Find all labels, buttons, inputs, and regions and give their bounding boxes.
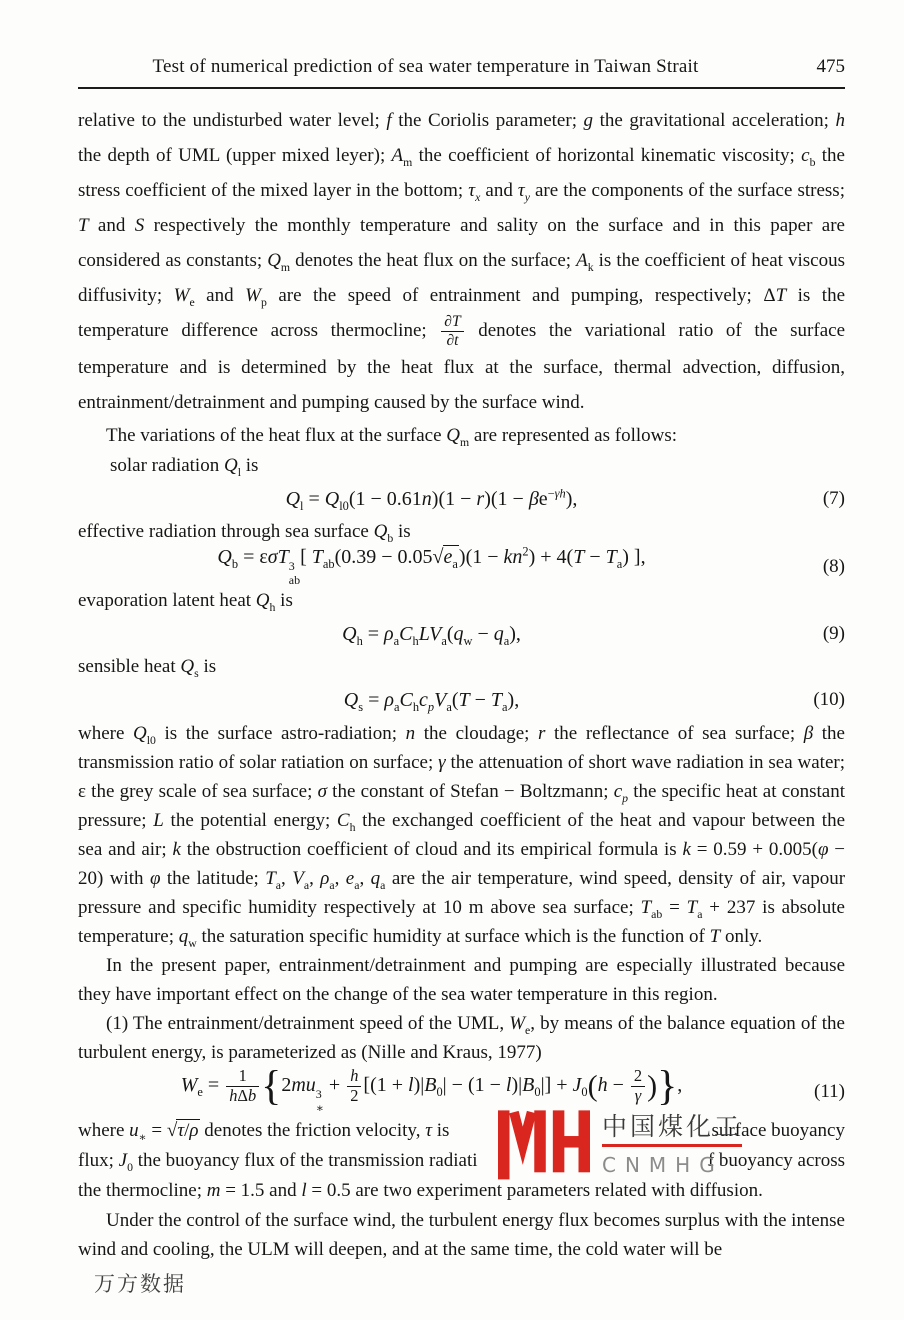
paragraph-friction-velocity <box>78 1111 845 1206</box>
paragraph-heat-flux-intro: The variations of the heat flux at the surface $Q_m$ are represented as follows: <box>106 425 678 449</box>
equation-7-number: (7) <box>822 488 845 510</box>
label-effective-radiation: effective radiation through sea surface $Q_b$ is <box>78 521 411 545</box>
watermark-en-text: CNMHG <box>602 1152 724 1177</box>
watermark-text-block <box>602 1108 742 1180</box>
watermark-overlay <box>498 1108 742 1180</box>
p6-line-c: the thermocline; m = 1.5 and l = 0.5 are two experiment parameters related with diffusion. <box>78 1179 763 1201</box>
equation-10-number: (10) <box>813 689 845 711</box>
p6-line-b-left: flux; $J_0$ the buoyancy flux of the transmission radiati <box>78 1149 478 1174</box>
equation-8 <box>78 546 845 587</box>
equation-11-body: $W_e$ = $\frac{1}{\text{hΔb}}$ {2mu 3 ∗ + $\frac{h}{2}$ $[(1 + l)|B_0| - (1 - l)|B_0|] + J_0(h$ − $\frac{2}{\gamma}$ )}, <box>180 1063 683 1116</box>
paragraph-present-paper: In the present paper, entrainment/detrainment and pumping are especially illustrated because they have important effect on the change of the sea water temperature in this region. <box>78 955 845 1006</box>
label-solar-radiation: solar radiation $Q_l$ is <box>110 455 259 479</box>
equation-7-body: $Q_l = Q_{l0}(1 - 0.61n)(1 - r)(1 - \beta e^{-\gamma h})$, <box>285 485 578 513</box>
equation-9 <box>78 615 845 653</box>
watermark-cn-text: 中国煤化工 <box>602 1111 743 1141</box>
label-sensible-heat: sensible heat $Q_s$ is <box>78 656 217 681</box>
header-rule <box>78 87 845 89</box>
p6-line-a-left: where $u_∗ = √\tau/\rho$ denotes the friction velocity, τ is <box>78 1119 450 1144</box>
equation-10 <box>78 681 845 719</box>
paragraph-symbol-definitions: where $Q_{l0}$ is the surface astro-radiation; n the cloudage; r the reflectance of sea surface; β the transmission ratio of solar ratiation on surface; γ the attenuation of short wave radiation in sea water; ε the grey scale of sea surface; σ the constant of Stefan − Boltzmann; $c_p$ the specific heat at constant pressure; L the potential energy; $C_h$ the exchanged coefficient of the heat and vapour between the sea and air; k the obstruction coefficient of cloud and its empirical formula is k = 0.59 + 0.005(φ − 20) with φ the latitude; $T_a$, $V_a$, $\rho_a$, $e_a$, $q_a$ are the air temperature, wind speed, density of air, vapour pressure and specific humidity respectively at 10 m above sea surface; $T_{ab} = T_a + 237$ is absolute temperature; $q_w$ the saturation specific humidity at surface which is the function of T only. <box>78 723 846 951</box>
page-header <box>78 56 845 78</box>
equation-10-body: $Q_s = \rho_aC_hc_pV_a(T - T_a)$, <box>343 688 520 714</box>
paragraph-surface-wind: Under the control of the surface wind, the turbulent energy flux becomes surplus with the intense wind and cooling, the ULM will deepen, and at the same time, the cold water will be <box>78 1209 845 1260</box>
p6-line-b-right: f buoyancy across <box>707 1149 845 1171</box>
equation-8-number: (8) <box>822 555 845 577</box>
label-evaporation-latent-heat: evaporation latent heat $Q_h$ is <box>78 590 293 615</box>
equation-11-number: (11) <box>814 1080 845 1102</box>
watermark-red-rule <box>602 1144 742 1147</box>
running-title: Test of numerical prediction of sea water temperature in Taiwan Strait <box>152 56 699 77</box>
page-number: 475 <box>816 56 845 77</box>
p6-line-a-right: surface buoyancy <box>711 1119 845 1141</box>
paragraph-symbols-list: relative to the undisturbed water level; f the Coriolis parameter; g the gravitational acceleration; h the depth of UML (upper mixed leyer); $A_m$ the coefficient of horizontal kinematic viscosity; $c_b$ the stress coefficient of the mixed layer in the bottom; $\tau_x$ and $\tau_y$ are the components of the surface stress; T and S respectively the monthly temperature and sality on the surface and in this paper are considered as constants; $Q_m$ denotes the heat flux on the surface; $A_k$ is the coefficient of heat viscous diffusivity; $W_e$ and $W_p$ are the speed of entrainment and pumping, respectively; ΔT is the temperature difference across thermocline; $\frac{\partial T}{\partial t}$ denotes the variational ratio of the surface temperature and is determined by the heat flux at the surface, thermal advection, diffusion, entrainment/detrainment and pumping caused by the surface wind. <box>78 110 846 414</box>
equation-9-body: $Q_h = \rho_aC_hLV_a(q_w - q_a)$, <box>342 622 521 648</box>
equation-7 <box>78 480 845 518</box>
paragraph-entrainment-speed: (1) The entrainment/detrainment speed of the UML, $W_e$, by means of the balance equation of the turbulent energy, is parameterized as (Nille and Kraus, 1977) <box>78 1013 845 1064</box>
wanfang-data-watermark: 万方数据 <box>94 1272 186 1296</box>
equation-9-number: (9) <box>822 623 845 645</box>
cnmhg-logo-icon <box>498 1108 590 1180</box>
equation-8-body: $Q_b = \varepsilon\sigma T$ 3 ab [ $T_{ab}(0.39 - 0.05√e_a)(1 - kn^2) + 4(T - T_a)$ ], <box>217 544 646 588</box>
